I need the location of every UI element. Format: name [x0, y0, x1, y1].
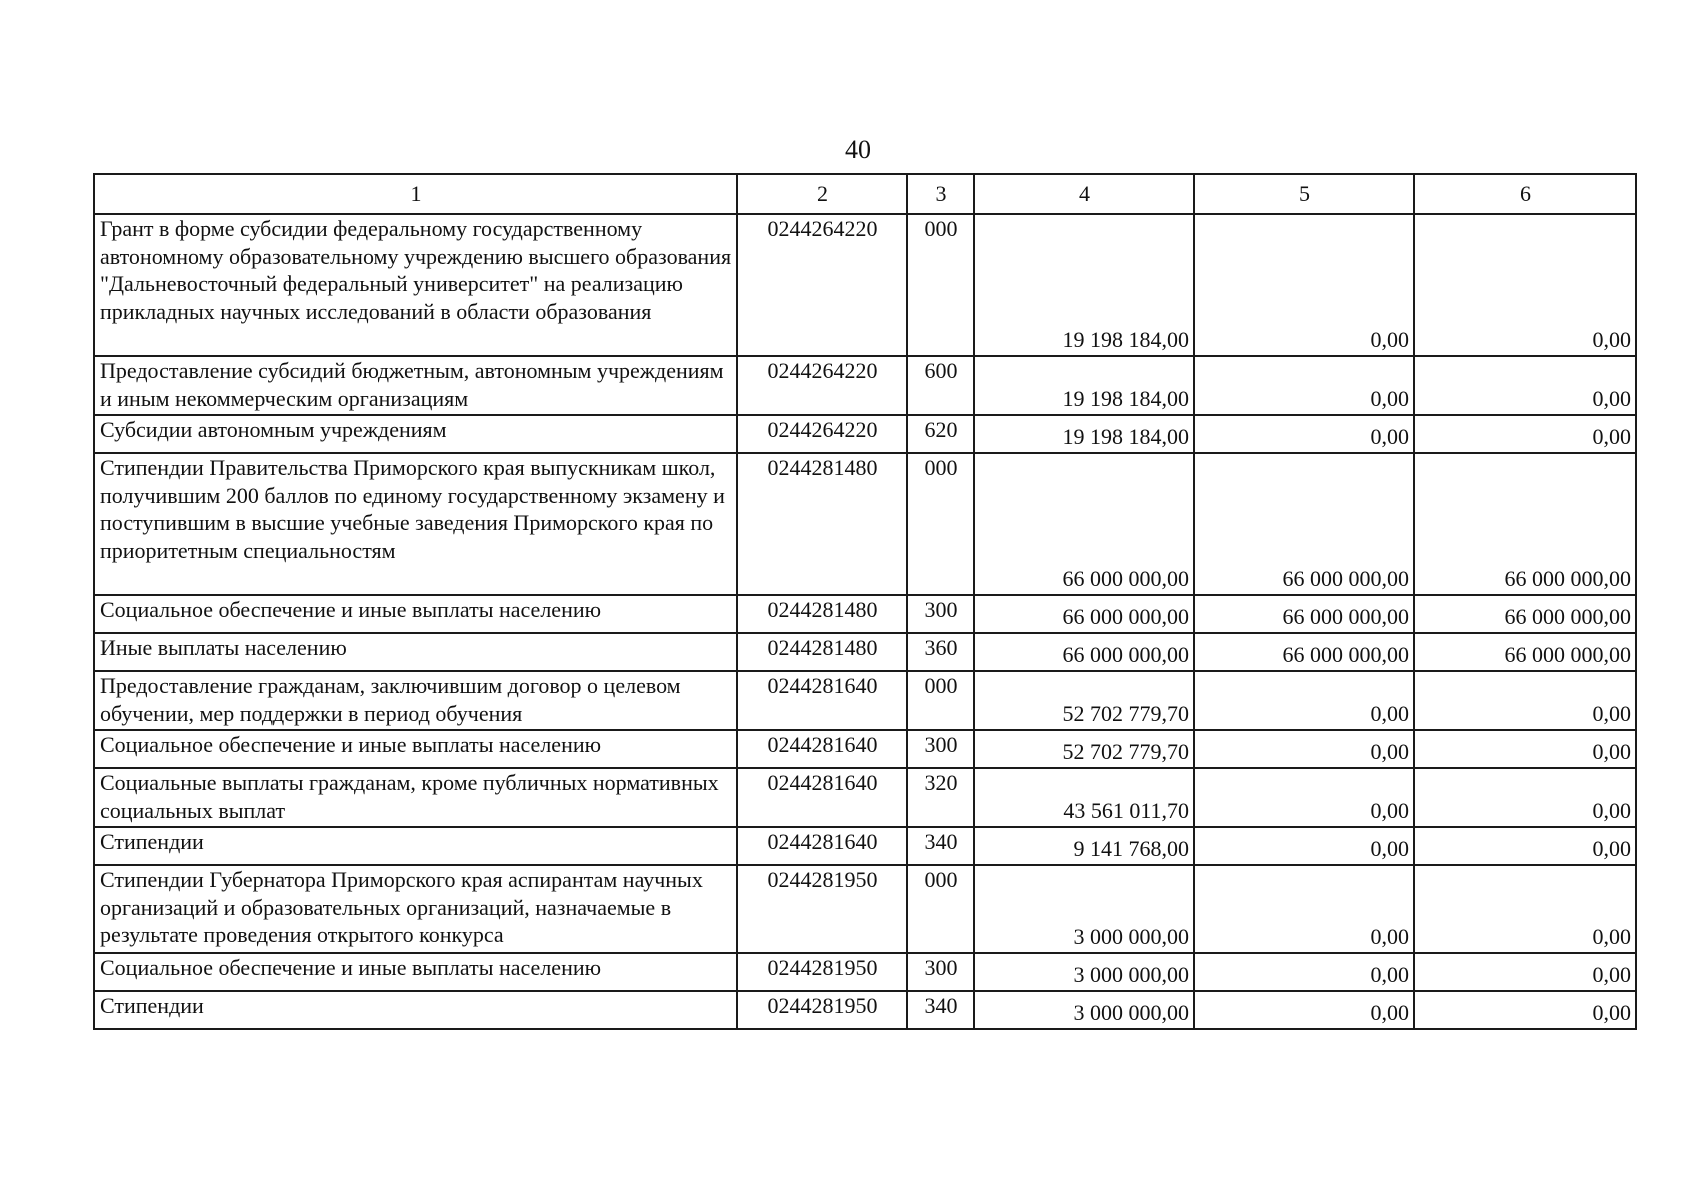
row-name: Иные выплаты населению — [94, 633, 737, 671]
row-name: Стипендии — [94, 991, 737, 1029]
table-row — [94, 633, 1636, 671]
amount-col-4: 3 000 000,00 — [974, 953, 1194, 991]
amount-col-4: 52 702 779,70 — [974, 730, 1194, 768]
amount-col-5: 0,00 — [1194, 865, 1414, 953]
target-code: 0244281640 — [737, 671, 907, 730]
budget-table — [93, 173, 1637, 1030]
target-code: 0244264220 — [737, 214, 907, 356]
row-name: Социальные выплаты гражданам, кроме публичных нормативных социальных выплат — [94, 768, 737, 827]
target-code: 0244264220 — [737, 356, 907, 415]
table-header-row — [94, 174, 1636, 214]
target-code: 0244281640 — [737, 827, 907, 865]
amount-col-5: 66 000 000,00 — [1194, 633, 1414, 671]
amount-col-4: 66 000 000,00 — [974, 453, 1194, 595]
row-name: Грант в форме субсидии федеральному государственному автономному образовательному учреждению высшего образования "Дальневосточный федеральный университет" на реализацию прикладных научных исследований в области образования — [94, 214, 737, 356]
row-name: Социальное обеспечение и иные выплаты населению — [94, 953, 737, 991]
column-header: 4 — [974, 174, 1194, 214]
amount-col-4: 9 141 768,00 — [974, 827, 1194, 865]
expense-type: 360 — [907, 633, 974, 671]
page-number: 40 — [845, 135, 871, 164]
target-code: 0244281950 — [737, 953, 907, 991]
row-name: Стипендии Правительства Приморского края выпускникам школ, получившим 200 баллов по единому государственному экзамену и поступившим в высшие учебные заведения Приморского края по приоритетным специальностям — [94, 453, 737, 595]
amount-col-6: 0,00 — [1414, 415, 1636, 453]
target-code: 0244264220 — [737, 415, 907, 453]
row-name: Субсидии автономным учреждениям — [94, 415, 737, 453]
target-code: 0244281480 — [737, 633, 907, 671]
target-code: 0244281950 — [737, 991, 907, 1029]
expense-type: 300 — [907, 730, 974, 768]
column-header: 1 — [94, 174, 737, 214]
amount-col-6: 0,00 — [1414, 953, 1636, 991]
table-row — [94, 415, 1636, 453]
target-code: 0244281640 — [737, 730, 907, 768]
amount-col-6: 0,00 — [1414, 865, 1636, 953]
amount-col-4: 19 198 184,00 — [974, 415, 1194, 453]
column-header: 5 — [1194, 174, 1414, 214]
row-name: Предоставление субсидий бюджетным, автономным учреждениям и иным некоммерческим организациям — [94, 356, 737, 415]
table-row — [94, 953, 1636, 991]
amount-col-6: 0,00 — [1414, 671, 1636, 730]
target-code: 0244281480 — [737, 453, 907, 595]
table-row — [94, 768, 1636, 827]
amount-col-5: 0,00 — [1194, 953, 1414, 991]
target-code: 0244281480 — [737, 595, 907, 633]
expense-type: 600 — [907, 356, 974, 415]
table-row — [94, 595, 1636, 633]
expense-type: 300 — [907, 595, 974, 633]
row-name: Стипендии Губернатора Приморского края аспирантам научных организаций и образовательных организаций, назначаемые в результате проведения открытого конкурса — [94, 865, 737, 953]
expense-type: 340 — [907, 991, 974, 1029]
row-name: Социальное обеспечение и иные выплаты населению — [94, 730, 737, 768]
amount-col-5: 66 000 000,00 — [1194, 595, 1414, 633]
expense-type: 000 — [907, 453, 974, 595]
amount-col-5: 0,00 — [1194, 991, 1414, 1029]
amount-col-4: 19 198 184,00 — [974, 214, 1194, 356]
amount-col-4: 19 198 184,00 — [974, 356, 1194, 415]
amount-col-5: 0,00 — [1194, 730, 1414, 768]
row-name: Предоставление гражданам, заключившим договор о целевом обучении, мер поддержки в период обучения — [94, 671, 737, 730]
amount-col-5: 0,00 — [1194, 214, 1414, 356]
table-row — [94, 730, 1636, 768]
amount-col-6: 0,00 — [1414, 991, 1636, 1029]
table-row — [94, 991, 1636, 1029]
amount-col-4: 3 000 000,00 — [974, 865, 1194, 953]
amount-col-6: 0,00 — [1414, 730, 1636, 768]
amount-col-6: 0,00 — [1414, 827, 1636, 865]
row-name: Стипендии — [94, 827, 737, 865]
expense-type: 000 — [907, 671, 974, 730]
amount-col-6: 0,00 — [1414, 768, 1636, 827]
amount-col-4: 52 702 779,70 — [974, 671, 1194, 730]
table-row — [94, 356, 1636, 415]
amount-col-5: 66 000 000,00 — [1194, 453, 1414, 595]
target-code: 0244281640 — [737, 768, 907, 827]
amount-col-5: 0,00 — [1194, 827, 1414, 865]
amount-col-5: 0,00 — [1194, 356, 1414, 415]
expense-type: 620 — [907, 415, 974, 453]
expense-type: 000 — [907, 214, 974, 356]
column-header: 2 — [737, 174, 907, 214]
amount-col-5: 0,00 — [1194, 768, 1414, 827]
row-name: Социальное обеспечение и иные выплаты населению — [94, 595, 737, 633]
amount-col-6: 66 000 000,00 — [1414, 453, 1636, 595]
amount-col-5: 0,00 — [1194, 671, 1414, 730]
column-header: 6 — [1414, 174, 1636, 214]
expense-type: 320 — [907, 768, 974, 827]
table-row — [94, 214, 1636, 356]
table-row — [94, 865, 1636, 953]
amount-col-4: 43 561 011,70 — [974, 768, 1194, 827]
amount-col-6: 66 000 000,00 — [1414, 595, 1636, 633]
expense-type: 340 — [907, 827, 974, 865]
expense-type: 300 — [907, 953, 974, 991]
column-header: 3 — [907, 174, 974, 214]
amount-col-6: 0,00 — [1414, 214, 1636, 356]
amount-col-6: 0,00 — [1414, 356, 1636, 415]
amount-col-4: 66 000 000,00 — [974, 595, 1194, 633]
expense-type: 000 — [907, 865, 974, 953]
amount-col-5: 0,00 — [1194, 415, 1414, 453]
amount-col-6: 66 000 000,00 — [1414, 633, 1636, 671]
amount-col-4: 3 000 000,00 — [974, 991, 1194, 1029]
table-row — [94, 671, 1636, 730]
target-code: 0244281950 — [737, 865, 907, 953]
amount-col-4: 66 000 000,00 — [974, 633, 1194, 671]
table-row — [94, 827, 1636, 865]
table-row — [94, 453, 1636, 595]
